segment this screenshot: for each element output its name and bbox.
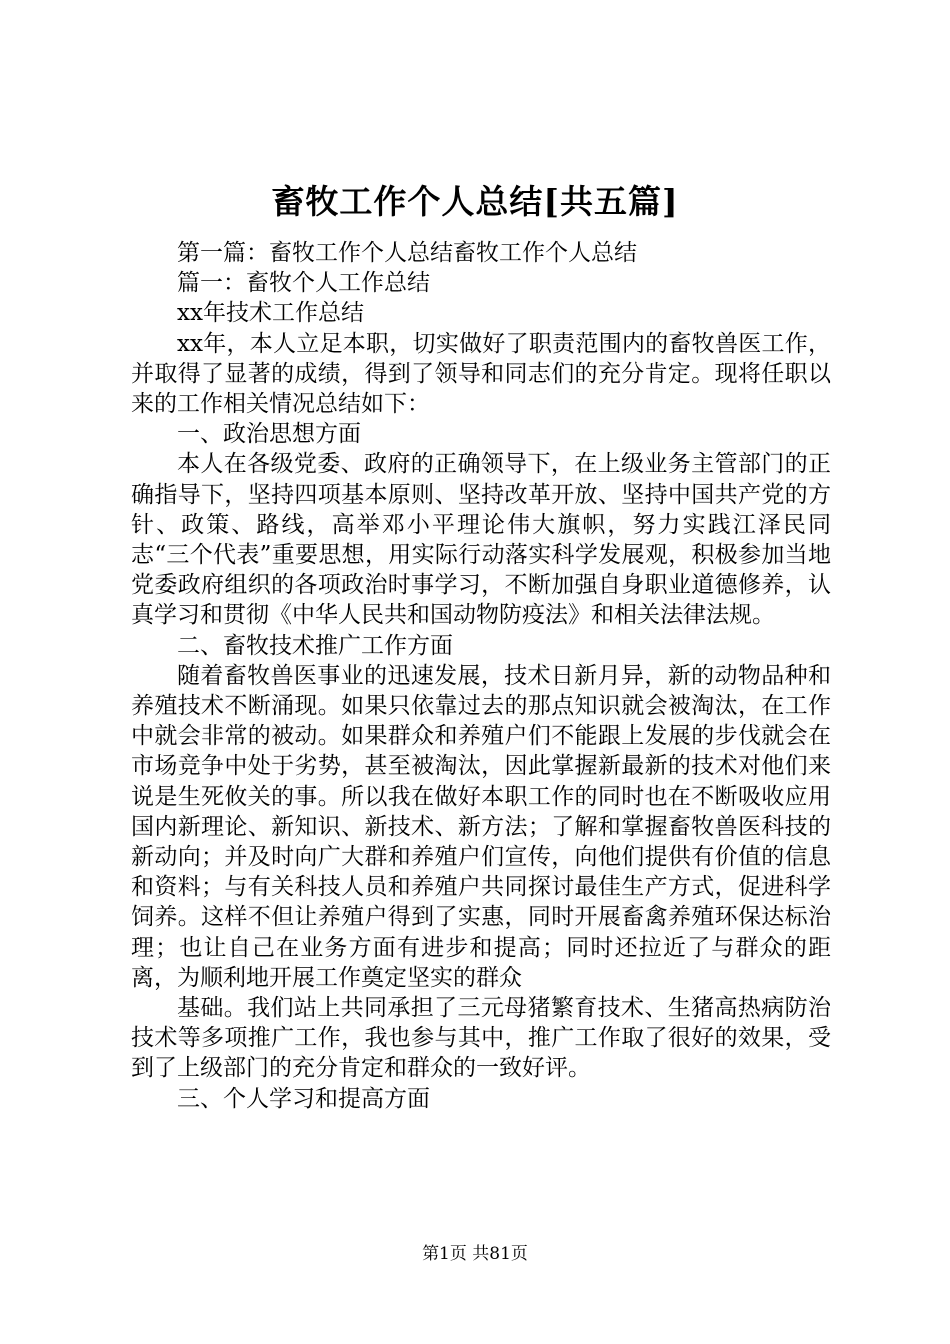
document-body	[131, 238, 831, 1114]
foundation-paragraph: 基础。我们站上共同承担了三元母猪繁育技术、生猪高热病防治技术等多项推广工作，我也参与其中，推广工作取了很好的效果，受到了上级部门的充分肯定和群众的一致好评。	[131, 995, 831, 1082]
section-technology-heading: 二、畜牧技术推广工作方面	[177, 632, 453, 659]
chapter-heading: 第一篇：畜牧工作个人总结畜牧工作个人总结	[177, 240, 637, 266]
section-study-heading: 三、个人学习和提高方面	[177, 1085, 430, 1112]
section-heading: 篇一：畜牧个人工作总结	[177, 270, 430, 297]
section-political-heading: 一、政治思想方面	[177, 421, 361, 448]
political-paragraph: 本人在各级党委、政府的正确领导下，在上级业务主管部门的正确指导下，坚持四项基本原则、坚持改革开放、坚持中国共产党的方针、政策、路线，高举邓小平理论伟大旗帜，努力实践江泽民同志“三个代表”重要思想，用实际行动落实科学发展观，积极参加当地党委政府组织的各项政治时事学习，不断加强自身职业道德修养，认真学习和贯彻《中华人民共和国动物防疫法》和相关法律法规。	[131, 451, 831, 629]
subsection-heading: xx年技术工作总结	[177, 300, 364, 327]
page-number-footer: 第1页 共81页	[422, 1244, 528, 1264]
technology-paragraph: 随着畜牧兽医事业的迅速发展，技术日新月异，新的动物品种和养殖技术不断涌现。如果只依靠过去的那点知识就会被淘汰，在工作中就会非常的被动。如果群众和养殖户们不能跟上发展的步伐就会在市场竞争中处于劣势，甚至被淘汰，因此掌握新最新的技术对他们来说是生死攸关的事。所以我在做好本职工作的同时也在不断吸收应用国内新理论、新知识、新技术、新方法；了解和掌握畜牧兽医科技的新动向；并及时向广大群和养殖户们宣传，向他们提供有价值的信息和资料；与有关科技人员和养殖户共同探讨最佳生产方式，促进科学饲养。这样不但让养殖户得到了实惠，同时开展畜禽养殖环保达标治理；也让自己在业务方面有进步和提高；同时还拉近了与群众的距离，为顺利地开展工作奠定坚实的群众	[131, 662, 831, 991]
document-title: 畜牧工作个人总结[共五篇]	[271, 182, 679, 221]
intro-paragraph: xx年，本人立足本职，切实做好了职责范围内的畜牧兽医工作，并取得了显著的成绩，得到了领导和同志们的充分肯定。现将任职以来的工作相关情况总结如下：	[131, 330, 831, 418]
